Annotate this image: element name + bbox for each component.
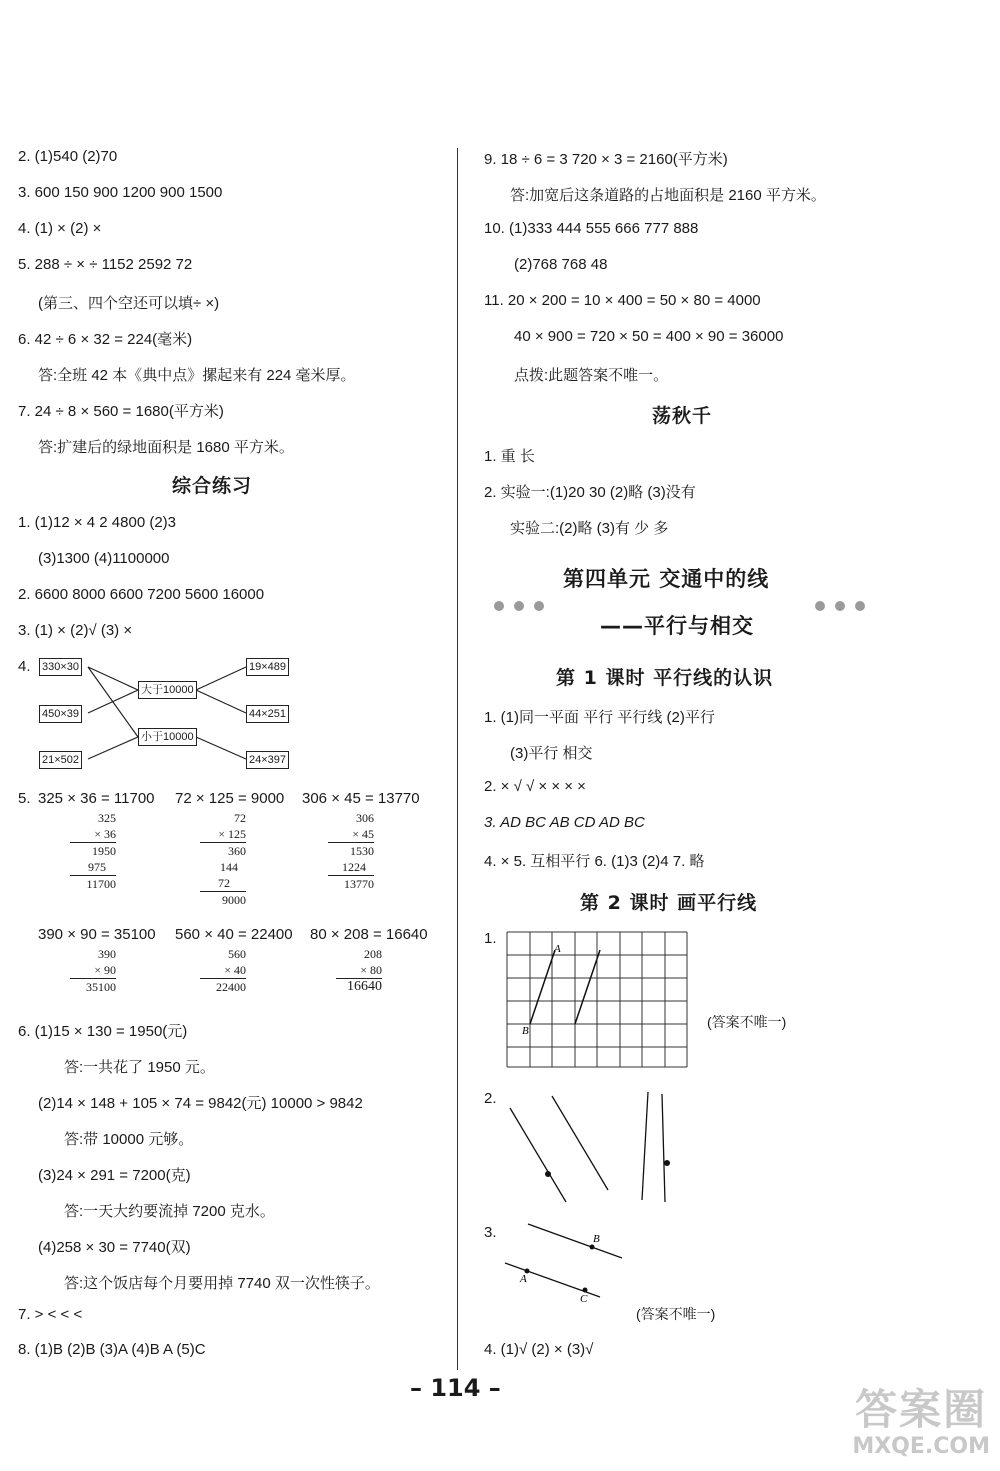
comp-answer-6a-reply: 答:一共花了 1950 元。 [64,1059,215,1076]
comp-answer-3: 3. (1) × (2)√ (3) × [18,622,133,639]
answer-10a: 10. (1)333 444 555 666 777 888 [484,220,699,237]
comp-answer-6d: (4)258 × 30 = 7740(双) [38,1239,191,1256]
answer-3: 3. 600 150 900 1200 900 1500 [18,184,223,201]
answer-11b: 40 × 900 = 720 × 50 = 400 × 90 = 36000 [514,328,784,345]
lesson1-answer-1a: 1. (1)同一平面 平行 平行线 (2)平行 [484,709,715,726]
fig3-point-a-label: A [520,1273,527,1285]
match-box-less: 小于10000 [138,728,197,746]
calc-eq-5: 560 × 40 = 22400 [175,926,293,943]
vertical-calc-1: 325 × 36 1950 975 11700 [70,810,116,892]
answer-9-reply: 答:加宽后这条道路的占地面积是 2160 平方米。 [510,187,826,204]
answer-7-reply: 答:扩建后的绿地面积是 1680 平方米。 [38,439,294,456]
lesson1-answer-2: 2. × √ √ × × × × [484,778,586,795]
match-box-left-3: 21×502 [39,751,82,769]
comp-answer-6c: (3)24 × 291 = 7200(克) [38,1167,191,1184]
draw-answer-3-label: 3. [484,1224,497,1241]
match-box-left-1: 330×30 [39,658,82,676]
calc-eq-1: 325 × 36 = 11700 [38,790,155,807]
watermark-logo-text: 答案圈 [855,1385,988,1434]
draw-answer-4: 4. (1)√ (2) × (3)√ [484,1341,594,1358]
answer-5: 5. 288 ÷ × ÷ 1152 2592 72 [18,256,193,273]
lesson1-answer-1b: (3)平行 相交 [510,745,593,762]
unit-subtitle: ——平行与相交 [600,614,754,638]
section-title-comprehensive: 综合练习 [172,475,253,497]
comp-answer-7: 7. > < < < [18,1306,83,1323]
comp-answer-6a: 6. (1)15 × 130 = 1950(元) [18,1023,188,1040]
fig3-point-c-label: C [580,1293,588,1305]
answer-4: 4. (1) × (2) × [18,220,102,237]
swing-answer-2b: 实验二:(2)略 (3)有 少 多 [510,520,669,537]
swing-answer-2a: 2. 实验一:(1)20 30 (2)略 (3)没有 [484,484,696,501]
lesson1-answer-3: 3. AD BC AB CD AD BC [484,814,645,831]
draw-answer-3-note: (答案不唯一) [636,1306,716,1322]
decor-dots-right [815,597,875,615]
comp-answer-2: 2. 6600 8000 6600 7200 5600 16000 [18,586,265,603]
parallel-lines-figure-3 [500,1220,640,1305]
unit-title: 第四单元 交通中的线 [563,567,770,591]
watermark-url: MXQE.COM [852,1434,990,1459]
match-box-right-1: 19×489 [246,658,289,676]
match-box-right-3: 24×397 [246,751,289,769]
match-box-right-2: 44×251 [246,705,289,723]
match-box-greater: 大于10000 [138,681,197,699]
section-title-swing: 荡秋千 [652,405,713,427]
lesson1-answer-4-7: 4. × 5. 互相平行 6. (1)3 (2)4 7. 略 [484,853,705,870]
comp-answer-1a: 1. (1)12 × 4 2 4800 (2)3 [18,514,177,531]
lesson-2-title: 第 2 课时 画平行线 [580,892,758,914]
parallel-lines-figure-2 [500,1090,700,1210]
vertical-calc-5: 560 × 40 22400 [200,946,246,995]
comp-answer-8: 8. (1)B (2)B (3)A (4)B A (5)C [18,1341,206,1358]
parallel-grid-figure [505,930,690,1070]
answer-11-tip: 点拨:此题答案不唯一。 [514,367,669,384]
vertical-calc-4: 390 × 90 35100 [70,946,116,995]
comp-answer-6d-reply: 答:这个饭店每个月要用掉 7740 双一次性筷子。 [64,1275,380,1292]
draw-answer-1-label: 1. [484,930,497,947]
answer-6: 6. 42 ÷ 6 × 32 = 224(毫米) [18,331,193,348]
answer-11a: 11. 20 × 200 = 10 × 400 = 50 × 80 = 4000 [484,292,761,309]
vertical-calc-6: 208 × 80 16640 [336,946,382,995]
page-number: – 114 – [410,1374,501,1402]
calc-eq-2: 72 × 125 = 9000 [175,790,285,807]
answer-6-reply: 答:全班 42 本《典中点》摞起来有 224 毫米厚。 [38,367,356,384]
vertical-calc-3: 306 × 45 1530 1224 13770 [328,810,374,892]
vertical-calc-2: 72 × 125 360 144 72 9000 [200,810,246,908]
answer-5-note: (第三、四个空还可以填÷ ×) [38,295,220,312]
comp-answer-6b: (2)14 × 148 + 105 × 74 = 9842(元) 10000 > 9842 [38,1095,363,1112]
calc-eq-4: 390 × 90 = 35100 [38,926,156,943]
draw-answer-1-note: (答案不唯一) [707,1014,787,1030]
fig3-point-b-label: B [593,1233,600,1245]
decor-dots-left [494,597,554,615]
calc-eq-3: 306 × 45 = 13770 [302,790,420,807]
comp-answer-6b-reply: 答:带 10000 元够。 [64,1131,194,1148]
grid-point-b-label: B [522,1025,529,1037]
answer-2: 2. (1)540 (2)70 [18,148,118,165]
comp-answer-6c-reply: 答:一天大约要流掉 7200 克水。 [64,1203,275,1220]
calc-eq-6: 80 × 208 = 16640 [310,926,428,943]
grid-point-a-label: A [554,943,561,955]
site-watermark [852,1387,990,1461]
match-box-left-2: 450×39 [39,705,82,723]
comp-answer-5-label: 5. [18,790,31,807]
draw-answer-2-label: 2. [484,1090,497,1107]
answer-10b: (2)768 768 48 [514,256,608,273]
answer-7: 7. 24 ÷ 8 × 560 = 1680(平方米) [18,403,224,420]
answer-9: 9. 18 ÷ 6 = 3 720 × 3 = 2160(平方米) [484,151,728,168]
swing-answer-1: 1. 重 长 [484,448,535,465]
comp-answer-4-label: 4. [18,658,31,675]
comp-answer-1b: (3)1300 (4)1100000 [38,550,170,567]
column-divider [457,148,458,1370]
lesson-1-title: 第 1 课时 平行线的认识 [556,667,774,689]
